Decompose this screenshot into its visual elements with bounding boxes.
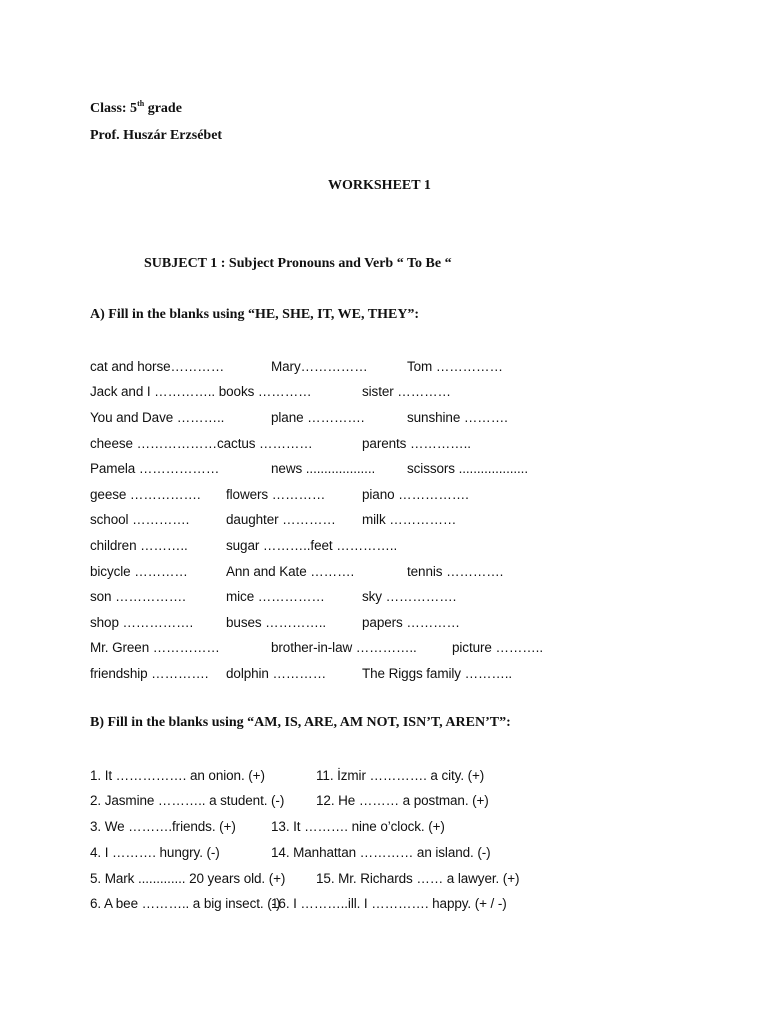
section_a-item: plane …………. xyxy=(271,410,365,425)
section_a-item: Pamela ……………… xyxy=(90,461,220,476)
section_b-item: 2. Jasmine ……….. a student. (-) xyxy=(90,793,285,808)
section_a-item: news ................... xyxy=(271,461,376,476)
section_a-item: Mary…………… xyxy=(271,359,368,374)
section_a-item: You and Dave ……….. xyxy=(90,410,225,425)
section_a-item: son ……………. xyxy=(90,589,186,604)
section_b-item: 12. He ……… a postman. (+) xyxy=(316,793,489,808)
section_b-item: 5. Mark ............. 20 years old. (+) xyxy=(90,871,286,886)
section_a-item: Ann and Kate ………. xyxy=(226,564,355,579)
section-a-heading: A) Fill in the blanks using “HE, SHE, IT, WE, THEY”: xyxy=(90,307,420,322)
section_a-item: picture ……….. xyxy=(452,640,543,655)
section_b-item: 1. It ……………. an onion. (+) xyxy=(90,768,265,783)
section_a-item: buses ………….. xyxy=(226,615,327,630)
section_b-item: 16. I ………..ill. I …………. happy. (+ / -) xyxy=(271,896,507,911)
section_a-item: parents ………….. xyxy=(362,436,471,451)
section_b-item: 4. I ………. hungry. (-) xyxy=(90,845,220,860)
subject-heading: SUBJECT 1 : Subject Pronouns and Verb “ To Be “ xyxy=(144,256,452,271)
section_a-item: milk …………… xyxy=(362,512,457,527)
class-suffix: grade xyxy=(144,101,182,116)
section_a-item: school …………. xyxy=(90,512,190,527)
class-prefix: Class: 5 xyxy=(90,101,138,116)
section_a-item: friendship …………. xyxy=(90,666,209,681)
section_a-item: bicycle ………… xyxy=(90,564,188,579)
section_a-item: Jack and I ………….. books ………… xyxy=(90,384,312,399)
section_a-item: cheese ………………cactus ………… xyxy=(90,436,313,451)
section_b-item: 3. We ……….friends. (+) xyxy=(90,819,236,834)
section-b-heading: B) Fill in the blanks using “AM, IS, ARE, AM NOT, ISN’T, AREN’T”: xyxy=(90,715,511,730)
section_a-item: sunshine ………. xyxy=(407,410,508,425)
section_a-item: sugar ………..feet ………….. xyxy=(226,538,398,553)
section_a-item: flowers ………… xyxy=(226,487,326,502)
section_a-item: mice …………… xyxy=(226,589,325,604)
class-superscript: th xyxy=(137,99,145,108)
section_a-item: dolphin ………… xyxy=(226,666,327,681)
section_a-item: Mr. Green …………… xyxy=(90,640,220,655)
section_a-item: Tom …………… xyxy=(407,359,503,374)
worksheet-title: WORKSHEET 1 xyxy=(328,178,431,193)
section_a-item: children ……….. xyxy=(90,538,188,553)
section_a-item: geese ……………. xyxy=(90,487,201,502)
section_a-item: daughter ………… xyxy=(226,512,336,527)
section_b-item: 14. Manhattan ………… an island. (-) xyxy=(271,845,491,860)
section_a-item: papers ………… xyxy=(362,615,460,630)
section_b-item: 15. Mr. Richards …… a lawyer. (+) xyxy=(316,871,520,886)
section_a-item: piano ……………. xyxy=(362,487,469,502)
section_a-item: sky ……………. xyxy=(362,589,457,604)
section_b-item: 13. It ………. nine o’clock. (+) xyxy=(271,819,445,834)
section_a-item: sister ………… xyxy=(362,384,451,399)
section_a-item: cat and horse………… xyxy=(90,359,225,374)
teacher-name: Prof. Huszár Erzsébet xyxy=(90,128,223,143)
section_a-item: shop ……………. xyxy=(90,615,194,630)
section_a-item: scissors ................... xyxy=(407,461,528,476)
section_b-item: 6. A bee ……….. a big insect. (-) xyxy=(90,896,281,911)
section_b-item: 11. İzmir …………. a city. (+) xyxy=(316,768,485,783)
section_a-item: brother-in-law ………….. xyxy=(271,640,417,655)
section_a-item: tennis …………. xyxy=(407,564,504,579)
section_a-item: The Riggs family ……….. xyxy=(362,666,513,681)
